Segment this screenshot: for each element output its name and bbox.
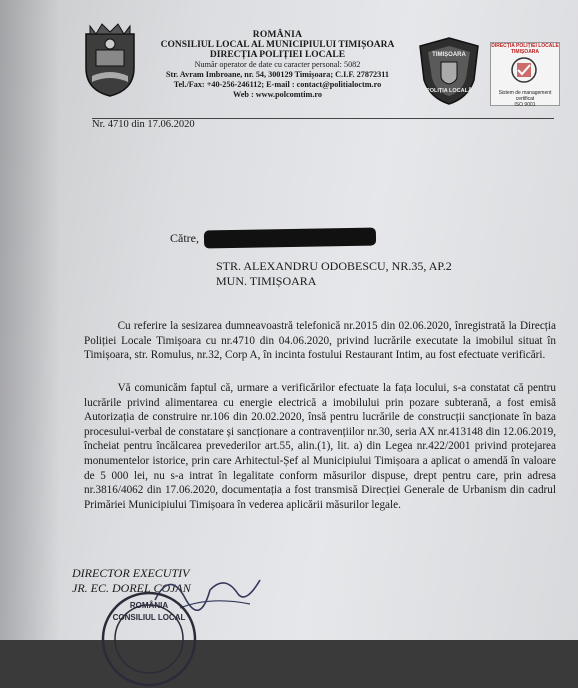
postal-address: Str. Avram Imbroane, nr. 54, 300129 Timișoara; C.I.F. 27872311 — [166, 70, 389, 79]
svg-text:TIMIȘOARA: TIMIȘOARA — [432, 52, 466, 58]
contact-info: Tel./Fax: +40-256-246112; E-mail : contact@politialoctm.ro — [173, 80, 382, 89]
website: Web : www.polcomtim.ro — [233, 90, 322, 99]
letterhead — [140, 30, 415, 100]
reference-number: Nr. 4710 din 17.06.2020 — [92, 119, 195, 130]
recipient-city: MUN. TIMIȘOARA — [216, 274, 317, 288]
page-shadow — [0, 0, 60, 640]
body-paragraph-1 — [84, 319, 556, 363]
directorate-name: DIRECȚIA POLIȚIEI LOCALE — [209, 50, 346, 60]
paragraph-1-text: Cu referire la sesizarea dumneavoastră telefonică nr.2015 din 02.06.2020, înregistrată la Direcția Poliției Locale Timișoara cu nr.4710 din 04.06.2020, privind lucrările executate la imobilul situat în Timișoara, str. Romulus, nr.32, Corp A, în incinta fostului Restaurant Intim, au fost efectuate verificări. — [84, 320, 556, 362]
svg-text:ROMÂNIA: ROMÂNIA — [129, 601, 169, 610]
timisoara-coat-of-arms-icon — [82, 20, 138, 98]
certification-mark-icon — [491, 55, 557, 85]
iso-system: Sistem de management certificat — [498, 90, 552, 102]
iso-standard: ISO 9001 — [514, 102, 536, 108]
recipient-street: STR. ALEXANDRU ODOBESCU, NR.35, AP.2 — [216, 259, 452, 273]
council-name: CONSILIUL LOCAL AL MUNICIPIULUI TIMIȘOARA — [160, 40, 395, 50]
svg-text:POLIȚIA LOCALĂ: POLIȚIA LOCALĂ — [426, 88, 472, 94]
svg-text:CONSILIUL LOCAL: CONSILIUL LOCAL — [112, 613, 186, 622]
official-stamp-icon — [100, 590, 198, 688]
body-paragraph-2 — [84, 381, 556, 512]
country-name: ROMÂNIA — [252, 30, 303, 40]
signatory-title: DIRECTOR EXECUTIV — [72, 566, 190, 580]
signatory-name: JR. EC. DOREL COJAN — [72, 581, 191, 595]
recipient-address — [216, 259, 452, 289]
local-police-badge-icon — [416, 36, 482, 106]
redacted-recipient-name — [204, 228, 376, 249]
iso-certification-badge — [490, 42, 560, 106]
operator-number: Număr operator de date cu caracter personal: 5082 — [194, 60, 361, 69]
paragraph-2-text: Vă comunicăm faptul că, urmare a verificărilor efectuate la fața locului, s-a constatat că pentru lucrările privind alimentarea cu energie electrică a imobilului prin pozare subterană, a fost emisă Autorizația de construire nr.106 din 20.02.2020, însă pentru lucrările de construcții sancționate în baza procesului-verbal de constatare și sancționare a contravențiilor nr.30, seria AX nr.413148 din 12.06.2019, încheiat pentru încălcarea prevederilor art.55, alin.(1), lit. a) din Legea nr.422/2001 privind protejarea monumentelor istorice, prin care Arhitectul-Șef al Municipiului Timișoara a aplicat o amendă în valoare de 5 000 lei, nu s-a intrat în legalitate conform măsurilor dispuse, drept pentru care, prin adresa nr.3816/4062 din 17.06.2020, documentația a fost transmisă Direcției Generale de Urbanism din cadrul Primăriei Municipiului Timișoara în vederea aplicării măsurilor legale. — [84, 382, 556, 511]
to-label: Către, — [170, 231, 199, 245]
iso-issuer: DIRECȚIA POLIȚIEI LOCALE TIMIȘOARA — [491, 43, 559, 55]
